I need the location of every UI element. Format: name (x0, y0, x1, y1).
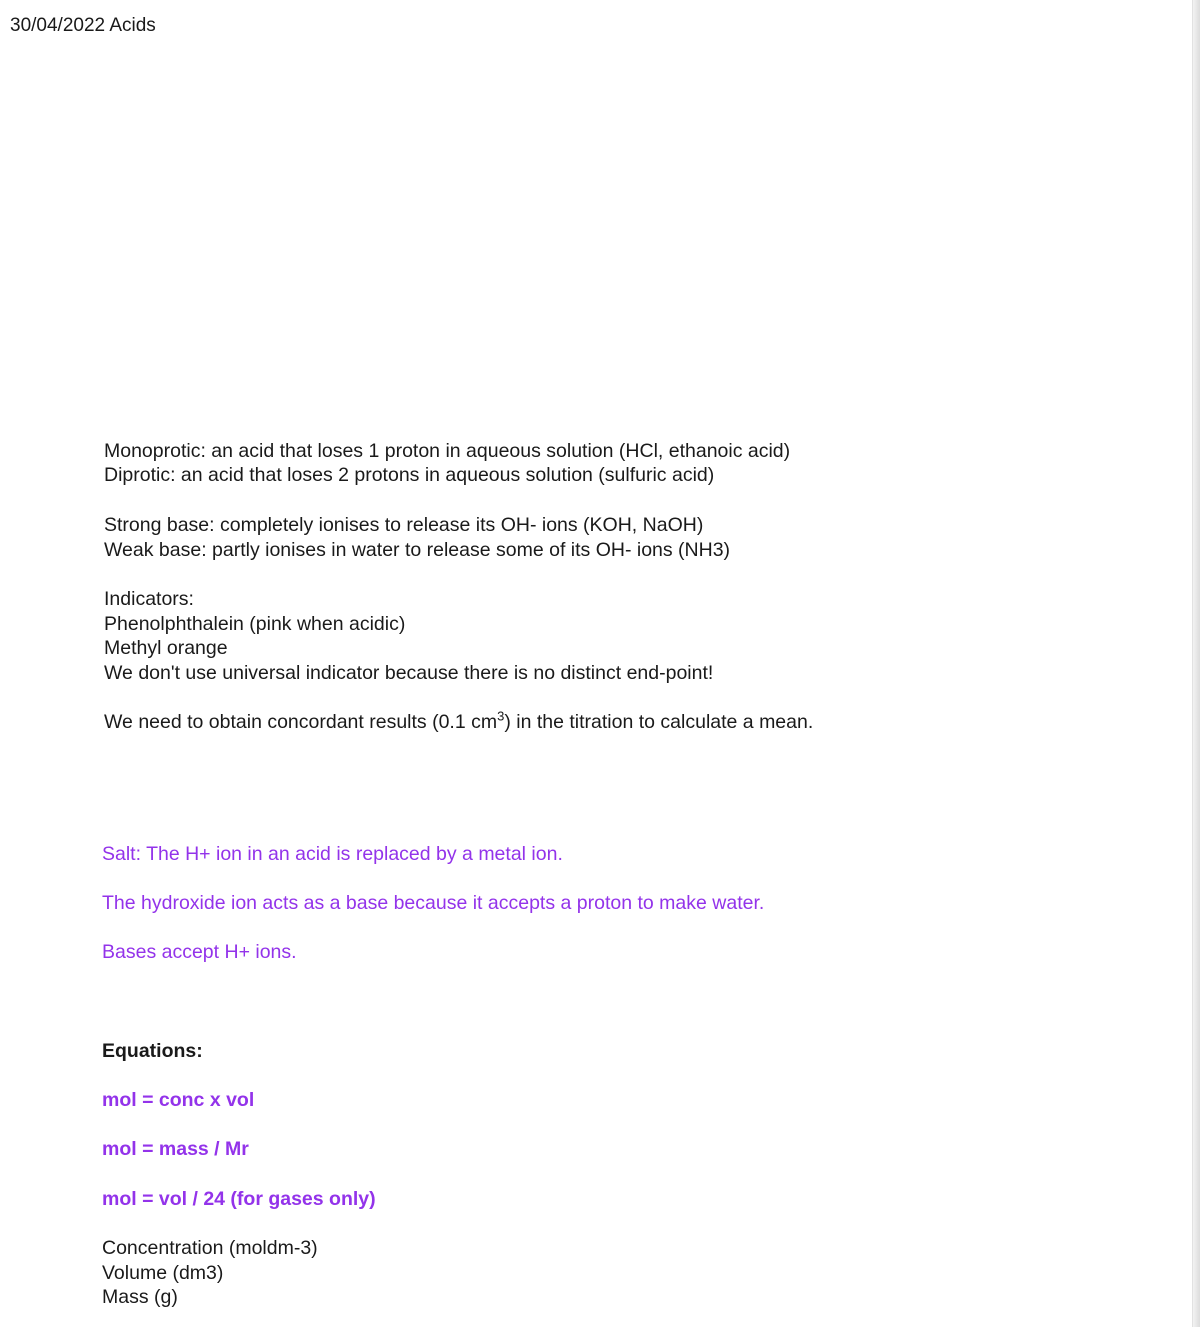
indicator-item: We don't use universal indicator because there is no distinct end-point! (104, 662, 714, 684)
equation-item: mol = conc x vol (102, 1089, 255, 1111)
note-salt: Salt: The H+ ion in an acid is replaced by a metal ion. (102, 843, 563, 865)
indicator-item: Phenolphthalein (pink when acidic) (104, 613, 406, 635)
definition-diprotic: Diprotic: an acid that loses 2 protons in aqueous solution (sulfuric acid) (104, 464, 715, 486)
definition-monoprotic: Monoprotic: an acid that loses 1 proton in aqueous solution (HCl, ethanoic acid) (104, 440, 791, 462)
concordant-prefix: We need to obtain concordant results (0.1 cm (104, 711, 498, 733)
unit-item: Volume (dm3) (102, 1262, 224, 1284)
equation-item: mol = mass / Mr (102, 1138, 249, 1160)
equation-item: mol = vol / 24 (for gases only) (102, 1188, 376, 1210)
definition-weak-base: Weak base: partly ionises in water to release some of its OH- ions (NH3) (104, 539, 731, 561)
indicators-heading: Indicators: (104, 588, 194, 610)
concordant-superscript: 3 (497, 708, 505, 724)
note-hydroxide: The hydroxide ion acts as a base because it accepts a proton to make water. (102, 892, 765, 914)
equations-heading: Equations: (102, 1040, 203, 1062)
page-scroll-edge (1192, 0, 1200, 1327)
note-bases: Bases accept H+ ions. (102, 941, 297, 963)
unit-item: Concentration (moldm-3) (102, 1237, 318, 1259)
document-title: 30/04/2022 Acids (10, 15, 156, 36)
definition-strong-base: Strong base: completely ionises to release its OH- ions (KOH, NaOH) (104, 514, 704, 536)
concordant-results-note (104, 710, 813, 734)
concordant-suffix: ) in the titration to calculate a mean. (504, 711, 814, 733)
unit-item: Mass (g) (102, 1286, 178, 1308)
indicator-item: Methyl orange (104, 637, 228, 659)
